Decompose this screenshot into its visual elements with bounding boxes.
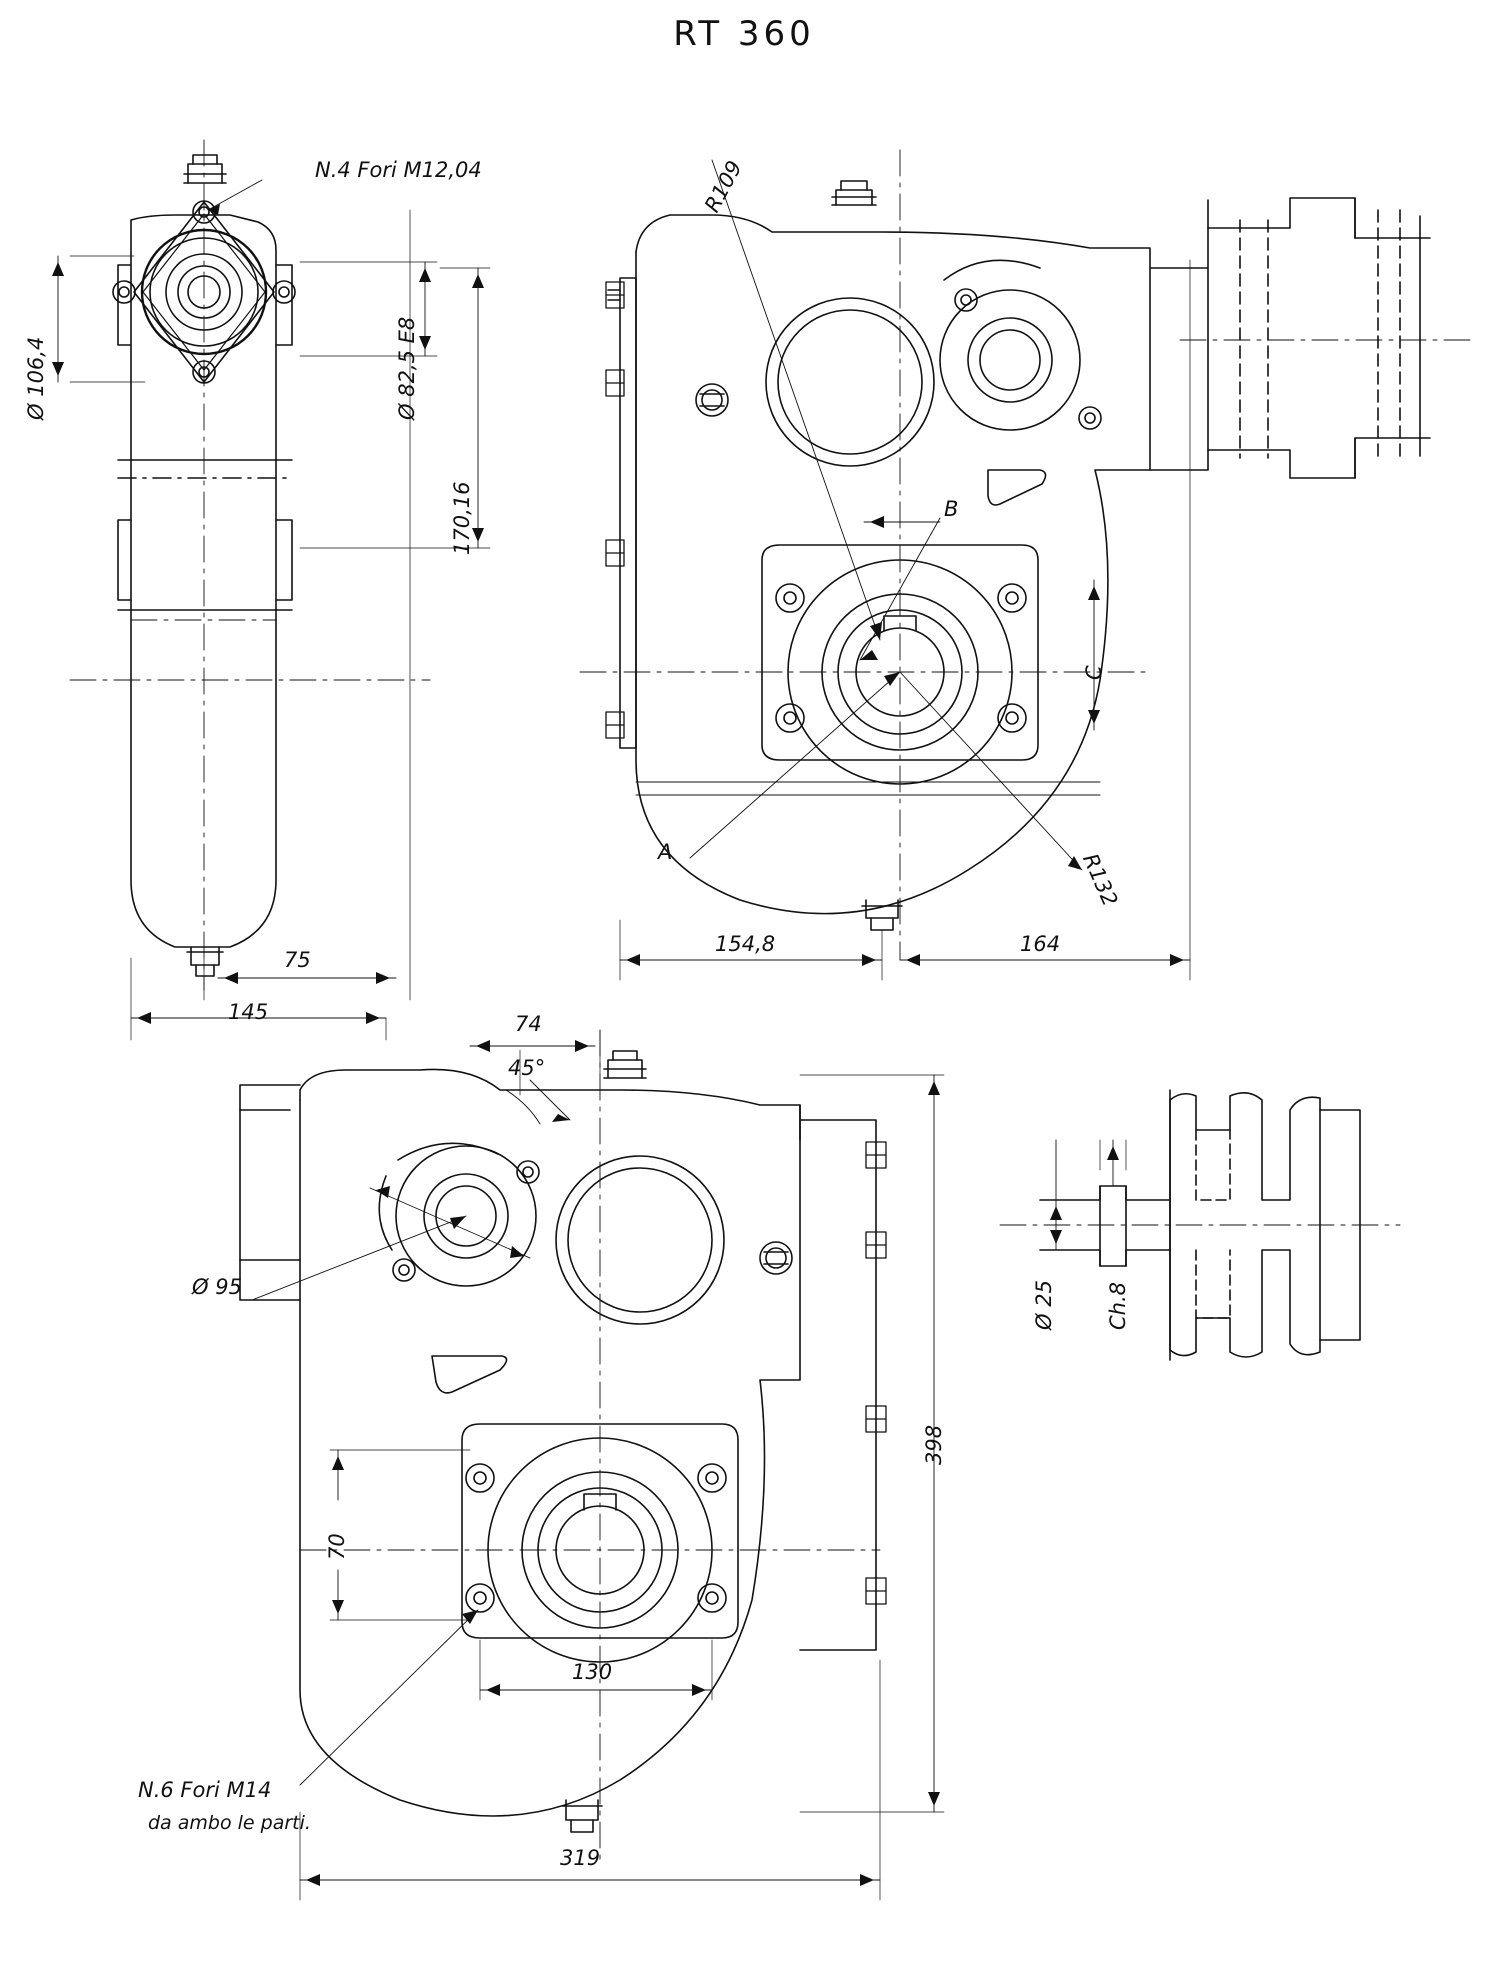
dim-ch8: Ch.8 [1106,1281,1130,1330]
dim-319: 319 [560,1846,601,1870]
dim-145: 145 [228,1000,269,1024]
dim-170-16: 170,16 [450,481,474,555]
dim-74: 74 [515,1012,542,1036]
view-shaft-detail [1000,1090,1400,1360]
dim-25: Ø 25 [1032,1280,1056,1330]
mark-b: B [944,497,959,521]
dim-95: Ø 95 [192,1275,242,1299]
dim-70: 70 [325,1533,349,1560]
note-4-holes: N.4 Fori M12,04 [315,158,482,182]
dim-130: 130 [572,1660,613,1684]
dim-82-5-e8: Ø 82,5 E8 [395,316,419,420]
view-front [580,150,1470,980]
dim-75: 75 [284,948,311,972]
page-title: RT 360 [673,14,815,54]
dim-106-4: Ø 106,4 [24,336,48,420]
dim-45deg: 45° [508,1056,546,1080]
view-rear [240,1030,944,1900]
dim-164: 164 [1020,932,1061,956]
mark-a: A [658,840,673,864]
note-6-holes-line2: da ambo le parti. [148,1812,311,1834]
view-side-left [52,140,490,1040]
dim-r132: R132 [1078,850,1123,910]
dim-r109: R109 [700,156,747,217]
dim-398: 398 [922,1424,946,1465]
mark-c: C [1082,665,1106,680]
note-6-holes-line1: N.6 Fori M14 [138,1778,272,1802]
dim-154-8: 154,8 [715,932,776,956]
